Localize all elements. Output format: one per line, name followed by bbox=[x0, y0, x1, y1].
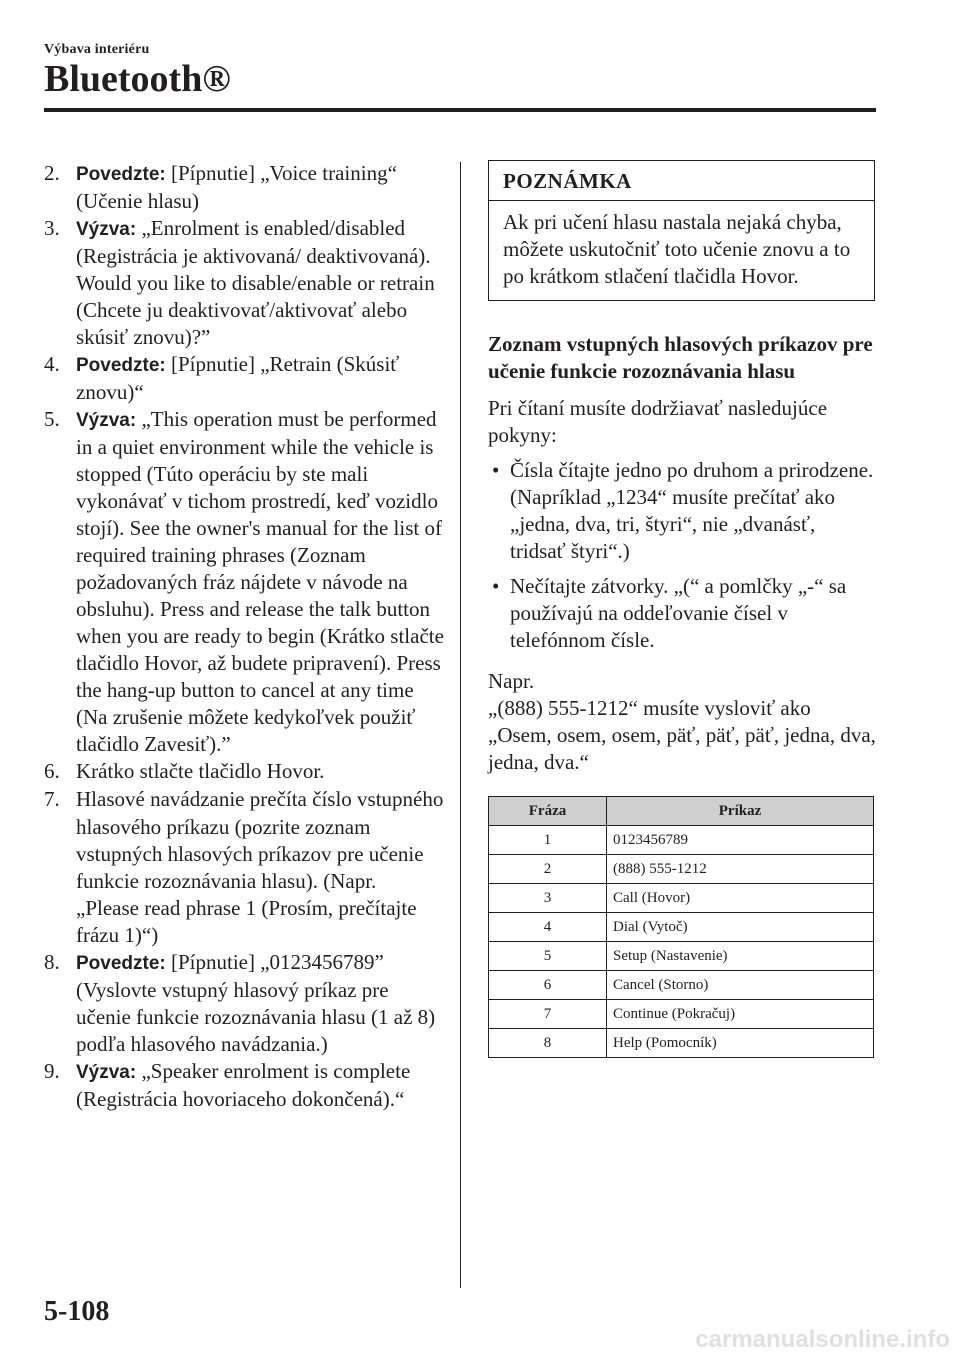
table-header-phrase: Fráza bbox=[489, 797, 607, 826]
table-row bbox=[489, 1000, 874, 1029]
step-number: 9. bbox=[44, 1059, 60, 1083]
step-item bbox=[44, 406, 444, 758]
step-item bbox=[44, 1058, 444, 1113]
step-number: 2. bbox=[44, 161, 60, 185]
note-title: POZNÁMKA bbox=[489, 161, 874, 201]
table-header-row bbox=[489, 797, 874, 826]
bullet-item bbox=[488, 457, 876, 565]
step-text: „Speaker enrolment is complete (Registrácia hovoriaceho dokončená).“ bbox=[76, 1059, 411, 1111]
column-divider bbox=[460, 162, 461, 1288]
table-cell-command: Continue (Pokračuj) bbox=[607, 1000, 874, 1029]
table-header-command: Príkaz bbox=[607, 797, 874, 826]
table-cell-phrase: 5 bbox=[489, 942, 607, 971]
step-text: „Enrolment is enabled/disabled (Registrácia je aktivovaná/ deaktivovaná). Would you like to disable/enable or retrain (Chcete ju deaktivovať/aktivovať alebo skúsiť znovu)?” bbox=[76, 216, 435, 349]
step-item bbox=[44, 351, 444, 406]
table-row bbox=[489, 855, 874, 884]
title-rule bbox=[44, 108, 876, 112]
table-cell-phrase: 7 bbox=[489, 1000, 607, 1029]
section-heading: Zoznam vstupných hlasových príkazov pre učenie funkcie rozoznávania hlasu bbox=[488, 332, 873, 383]
page-number: 5-108 bbox=[44, 1296, 110, 1327]
bullet-item bbox=[488, 573, 876, 654]
step-text: [Pípnutie] „Retrain (Skúsiť znovu)“ bbox=[76, 352, 400, 404]
intro-text: Pri čítaní musíte dodržiavať nasledujúce pokyny: bbox=[488, 396, 828, 447]
step-text: [Pípnutie] „Voice training“ (Učenie hlasu) bbox=[76, 161, 397, 213]
note-box bbox=[488, 160, 875, 301]
step-lead: Povedzte: bbox=[76, 164, 166, 185]
bullet-icon: • bbox=[492, 458, 500, 482]
bullet-text: Nečítajte zátvorky. „(“ a pomlčky „-“ sa používajú na oddeľovanie čísel v telefónnom čísle. bbox=[510, 574, 847, 652]
bullet-icon: • bbox=[492, 574, 500, 598]
step-number: 3. bbox=[44, 216, 60, 240]
watermark: carmanualsonline.info bbox=[695, 1326, 950, 1353]
right-column bbox=[488, 160, 876, 1058]
step-item bbox=[44, 758, 444, 786]
step-lead: Výzva: bbox=[76, 1062, 137, 1083]
steps-column bbox=[44, 160, 444, 1113]
step-item bbox=[44, 160, 444, 215]
step-number: 4. bbox=[44, 352, 60, 376]
table-cell-phrase: 1 bbox=[489, 826, 607, 855]
step-text: [Pípnutie] „0123456789” (Vyslovte vstupný hlasový príkaz pre učenie funkcie rozoznávania hlasu (1 až 8) podľa hlasového navádzania.) bbox=[76, 950, 436, 1056]
note-body: Ak pri učení hlasu nastala nejaká chyba, môžete uskutočniť toto učenie znovu a to po krátkom stlačení tlačidla Hovor. bbox=[503, 210, 851, 288]
step-number: 6. bbox=[44, 759, 60, 783]
section-label: Výbava interiéru bbox=[44, 42, 150, 57]
step-number: 7. bbox=[44, 787, 60, 811]
table-row bbox=[489, 971, 874, 1000]
table-cell-command: Setup (Nastavenie) bbox=[607, 942, 874, 971]
step-number: 8. bbox=[44, 950, 60, 974]
step-text: Hlasové navádzanie prečíta číslo vstupného hlasového príkazu (pozrite zoznam vstupných hlasových príkazov pre učenie funkcie rozoznávania hlasu). (Napr. „Please read phrase 1 (Prosím, prečítajte frázu 1)“) bbox=[76, 787, 444, 947]
table-cell-phrase: 2 bbox=[489, 855, 607, 884]
example-text: „(888) 555-1212“ musíte vysloviť ako „Osem, osem, osem, päť, päť, päť, jedna, dva, jedna, dva.“ bbox=[488, 696, 876, 774]
step-item bbox=[44, 215, 444, 351]
table-cell-phrase: 6 bbox=[489, 971, 607, 1000]
step-text: Krátko stlačte tlačidlo Hovor. bbox=[76, 759, 325, 783]
table-cell-phrase: 4 bbox=[489, 913, 607, 942]
step-text: „This operation must be performed in a quiet environment while the vehicle is stopped (Túto operáciu by ste mali vykonávať v tichom prostredí, keď vozidlo stojí). See the owner's manual for the list of required training phrases (Zoznam požadovaných fráz nájdete v návode na obsluhu). Press and release the talk button when you are ready to begin (Krátko stlačte tlačidlo Hovor, až budete pripravení). Press the hang-up button to cancel at any time (Na zrušenie môžete kedykoľvek použiť tlačidlo Zavesiť).” bbox=[76, 407, 444, 756]
bullet-text: Čísla čítajte jedno po druhom a prirodzene. (Napríklad „1234“ musíte prečítať ako „jedna, dva, tri, štyri“, nie „dvanásť, tridsať štyri“.) bbox=[510, 458, 874, 563]
table-row bbox=[489, 1029, 874, 1058]
step-item bbox=[44, 786, 444, 949]
step-lead: Výzva: bbox=[76, 219, 137, 240]
table-cell-command: Dial (Vytoč) bbox=[607, 913, 874, 942]
step-number: 5. bbox=[44, 407, 60, 431]
table-cell-command: 0123456789 bbox=[607, 826, 874, 855]
table-row bbox=[489, 913, 874, 942]
chapter-title: Bluetooth® bbox=[44, 58, 231, 100]
step-lead: Povedzte: bbox=[76, 953, 166, 974]
example-label: Napr. bbox=[488, 669, 535, 693]
table-cell-command: (888) 555-1212 bbox=[607, 855, 874, 884]
step-lead: Povedzte: bbox=[76, 355, 166, 376]
table-cell-phrase: 8 bbox=[489, 1029, 607, 1058]
table-cell-command: Call (Hovor) bbox=[607, 884, 874, 913]
table-cell-phrase: 3 bbox=[489, 884, 607, 913]
table-row bbox=[489, 942, 874, 971]
table-row bbox=[489, 884, 874, 913]
table-row bbox=[489, 826, 874, 855]
step-item bbox=[44, 949, 444, 1058]
phrase-table bbox=[488, 796, 874, 1058]
step-lead: Výzva: bbox=[76, 410, 137, 431]
table-cell-command: Help (Pomocník) bbox=[607, 1029, 874, 1058]
table-cell-command: Cancel (Storno) bbox=[607, 971, 874, 1000]
